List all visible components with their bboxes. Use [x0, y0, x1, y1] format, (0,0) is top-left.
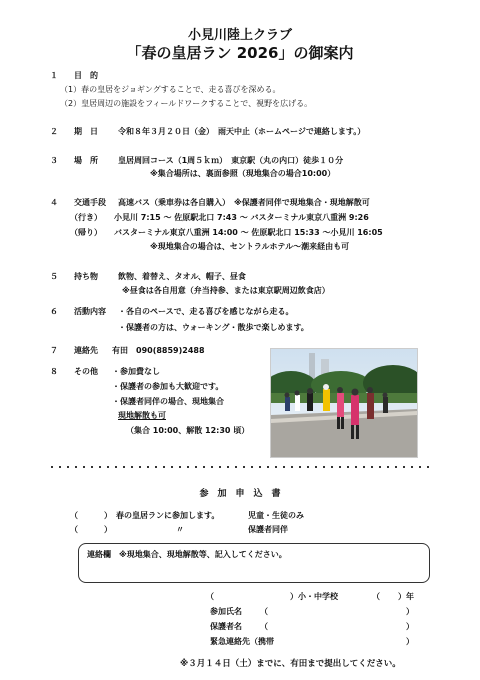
runners-photo-drawing: [271, 349, 417, 457]
section-6-line-1: ・各自のペースで、走る喜びを感じながら走る。: [118, 307, 294, 316]
section-2-number: ２: [50, 127, 58, 136]
section-1-line-2: （2）皇居周辺の施設をフィールドワークすることで、視野を広げる。: [60, 99, 313, 108]
emergency-contact-close: ）: [406, 637, 414, 646]
section-6-line-2: ・保護者の方は、ウォーキング・散歩で楽しめます。: [118, 323, 309, 332]
note-box[interactable]: [78, 543, 430, 583]
section-4-back-text: バスターミナル東京八重洲 14:00 ～ 佐原駅北口 15:33 ～小見川 16:05: [114, 228, 383, 237]
deadline-note: ※３月１４日（土）までに、有田まで提出してください。: [180, 659, 401, 669]
section-4-go-text: 小見川 7:15 ～ 佐原駅北口 7:43 ～ バスターミナル東京八重洲 9:26: [114, 213, 369, 222]
section-8-line-4: 現地解散も可: [118, 411, 166, 420]
emergency-contact-label[interactable]: 緊急連絡先（携帯: [210, 637, 274, 646]
page-title: 「春の皇居ラン 2026」の御案内: [126, 44, 354, 62]
checkbox-row-2-open[interactable]: （: [70, 525, 78, 534]
form-title: 参 加 申 込 書: [199, 489, 281, 499]
form-row-1-text: 春の皇居ランに参加します。: [116, 511, 220, 520]
section-4-text: 高速バス（乗車券は各自購入） ※保護者同伴で現地集合・現地解散可: [118, 198, 370, 207]
checkbox-row-1-close: ）: [104, 511, 112, 520]
school-label: ）小・中学校: [290, 592, 338, 601]
club-name: 小見川陸上クラブ: [187, 28, 292, 43]
section-8-line-2: ・保護者の参加も大歓迎です。: [112, 382, 224, 391]
checkbox-row-2-close: ）: [104, 525, 112, 534]
section-3-note: ※集合場所は、裏面参照（現地集合の場合10:00）: [150, 169, 336, 178]
section-8-line-3: ・保護者同伴の場合、現地集合: [112, 397, 224, 406]
section-1-line-1: （1）春の皇居をジョギングすることで、走る喜びを深める。: [60, 85, 281, 94]
guardian-name-label: 保護者名: [210, 622, 242, 631]
section-2-label: 期 日: [74, 127, 98, 136]
section-4-back-label: （帰り）: [70, 228, 102, 237]
section-4-number: ４: [50, 198, 58, 207]
section-4-note: ※現地集合の場合は、セントラルホテル～潮来経由も可: [150, 242, 350, 251]
participant-name-close: ）: [406, 607, 414, 616]
section-8-number: ８: [50, 367, 58, 376]
participant-name-label: 参加氏名: [210, 607, 242, 616]
section-2-text: 令和８年３月２０日（金） 雨天中止（ホームページで連絡します。）: [118, 127, 366, 136]
section-8-line-1: ・参加費なし: [112, 367, 160, 376]
section-7-label: 連絡先: [74, 346, 98, 355]
section-5-text: 飲物、着替え、タオル、帽子、昼食: [118, 272, 246, 281]
section-5-note: ※昼食は各自用意（弁当持参、または東京駅周辺飲食店）: [122, 286, 330, 295]
section-4-go-label: （行き）: [70, 213, 102, 222]
note-box-label: 連絡欄 ※現地集合、現地解散等、記入してください。: [87, 550, 287, 559]
section-6-number: ６: [50, 307, 58, 316]
grade-paren-open: （: [372, 592, 380, 601]
section-7-contact: 有田 090(8859)2488: [112, 346, 205, 355]
school-paren-open: （: [206, 592, 214, 601]
section-5-label: 持ち物: [74, 272, 98, 281]
form-row-2-right: 保護者同伴: [248, 525, 288, 534]
section-7-number: ７: [50, 346, 58, 355]
section-8-line-5: （集合 10:00、解散 12:30 頃）: [126, 426, 250, 435]
form-row-2-ditto: 〃: [176, 525, 184, 534]
section-3-label: 場 所: [74, 156, 98, 165]
section-1-number: １: [50, 71, 58, 80]
checkbox-row-1-open[interactable]: （: [70, 511, 78, 520]
section-3-text: 皇居周回コース（1周５ｋｍ） 東京駅（丸の内口）徒歩１０分: [118, 156, 344, 165]
form-row-1-right: 児童・生徒のみ: [248, 511, 304, 520]
runners-photo: [270, 348, 418, 458]
guardian-name-close: ）: [406, 622, 414, 631]
grade-label: ）年: [398, 592, 414, 601]
section-6-label: 活動内容: [74, 307, 106, 316]
participant-name-open[interactable]: （: [260, 607, 268, 616]
section-3-number: ３: [50, 156, 58, 165]
section-8-label: その他: [74, 367, 98, 376]
cut-line: [48, 466, 432, 468]
section-5-number: ５: [50, 272, 58, 281]
section-1-label: 目 的: [74, 71, 98, 80]
section-4-label: 交通手段: [74, 198, 106, 207]
guardian-name-open[interactable]: （: [260, 622, 268, 631]
